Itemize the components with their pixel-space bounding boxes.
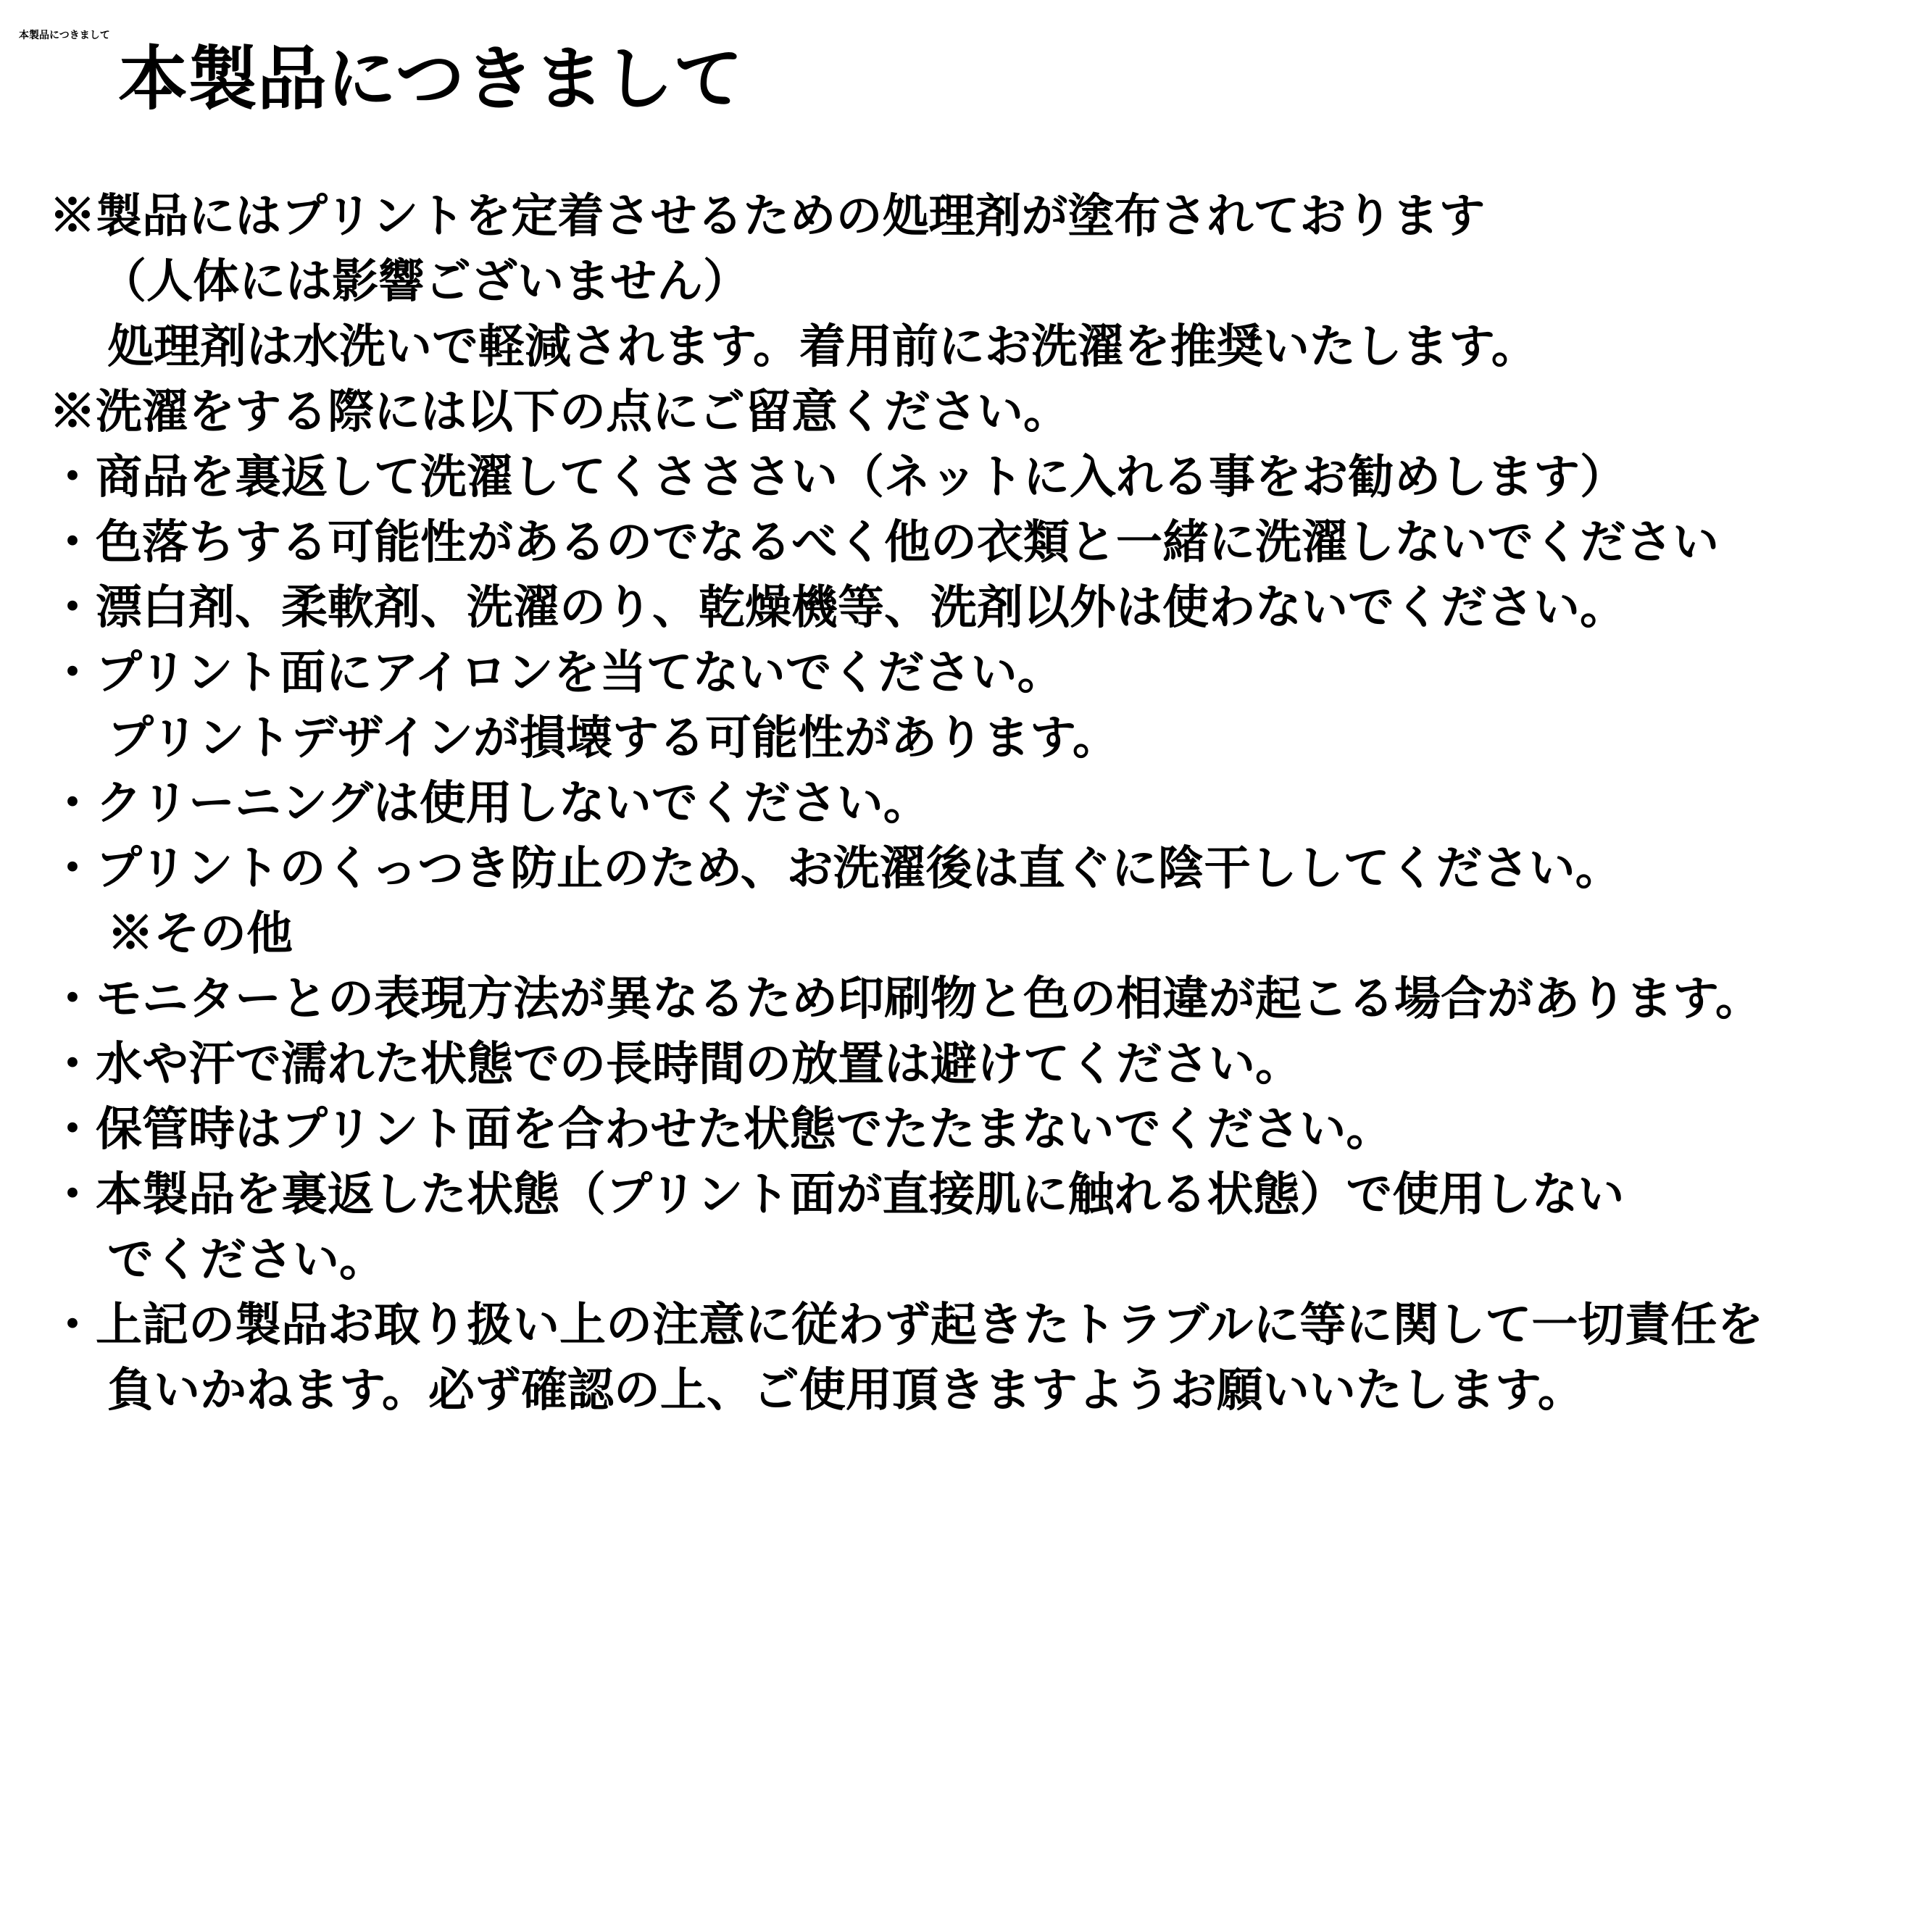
notice-line: ・水や汗で濡れた状態での長時間の放置は避けてください。 xyxy=(49,1037,1302,1091)
notice-line: ・モニターとの表現方法が異なるため印刷物と色の相違が起こる場合があります。 xyxy=(49,972,1762,1026)
notice-line: （人体には影響ございません） xyxy=(100,254,749,309)
notice-line: ・漂白剤、柔軟剤、洗濯のり、乾燥機等、洗剤以外は使わないでください。 xyxy=(49,580,1626,635)
notice-line: 負いかねます。必ず確認の上、ご使用頂きますようお願いいたします。 xyxy=(107,1363,1584,1417)
notice-line: プリントデザインが損壊する可能性があります。 xyxy=(107,711,1119,765)
notice-line: ・本製品を裏返した状態（プリント面が直接肌に触れる状態）で使用しない xyxy=(49,1167,1625,1222)
header-caption: 本製品につきまして xyxy=(19,30,110,41)
notice-line: ・クリーニングは使用しないでください。 xyxy=(49,776,930,830)
notice-line: ・色落ちする可能性があるのでなるべく他の衣類と一緒に洗濯しないでください xyxy=(49,515,1719,570)
notice-line: ※その他 xyxy=(107,907,293,961)
notice-line: ・保管時はプリント面を合わせた状態でたたまないでください。 xyxy=(49,1102,1393,1157)
notice-line: でください。 xyxy=(107,1233,386,1287)
notice-line: ・プリント面にアイロンを当てないでください。 xyxy=(49,646,1064,700)
notice-line: 処理剤は水洗いで軽減されます。着用前にお洗濯を推奨いたします。 xyxy=(107,320,1538,374)
notice-line: ・プリントのくっつき防止のため、お洗濯後は直ぐに陰干ししてください。 xyxy=(49,841,1622,896)
notice-line: ・商品を裏返して洗濯してくさささい（ネットに入れる事をお勧めします） xyxy=(49,450,1626,504)
notice-line: ・上記の製品お取り扱い上の注意に従わず起きたトラブルに等に関して一切責任を xyxy=(49,1298,1764,1352)
notice-line: ※製品にはプリントを定着させるための処理剤が塗布されております xyxy=(49,189,1486,243)
notice-line: ※洗濯をする際には以下の点にご留意ください。 xyxy=(49,385,1070,439)
page-title: 本製品につきまして xyxy=(118,38,744,120)
